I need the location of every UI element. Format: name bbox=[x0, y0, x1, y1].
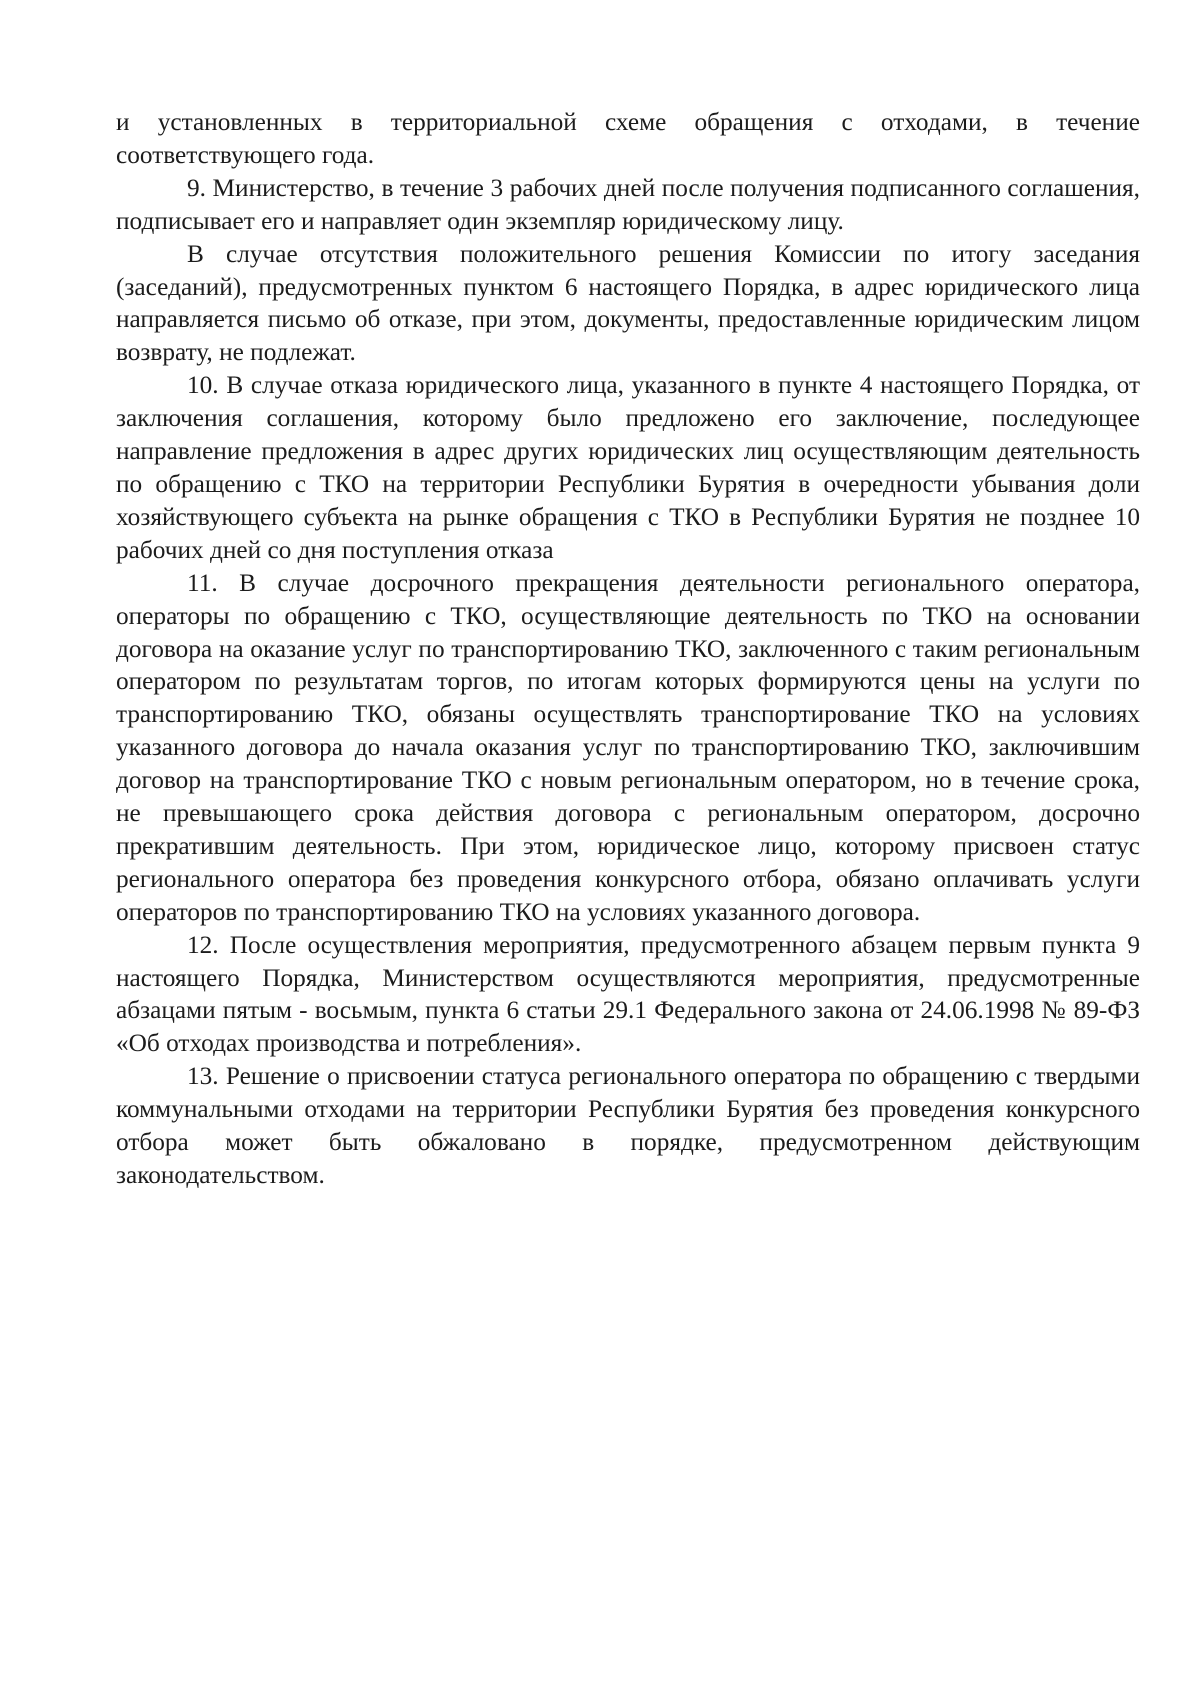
paragraph-item-13: 13. Решение о присвоении статуса регионального оператора по обращению с твердыми коммунальными отходами на территории Республики Бурятия без проведения конкурсного отбора может быть обжаловано в порядке, предусмотренном действующим законодательством. bbox=[116, 1062, 1140, 1189]
paragraph-item-10: 10. В случае отказа юридического лица, указанного в пункте 4 настоящего Порядка, от заключения соглашения, которому было предложено его заключение, последующее направление предложения в адрес других юридических лиц осуществляющим деятельность по обращению с ТКО на территории Республики Бурятия в очередности убывания доли хозяйствующего субъекта на рынке обращения с ТКО в Республики Бурятия не позднее 10 рабочих дней со дня поступления отказа bbox=[116, 371, 1140, 564]
paragraph-item-9-refusal: В случае отсутствия положительного решения Комиссии по итогу заседания (заседаний), предусмотренных пунктом 6 настоящего Порядка, в адрес юридического лица направляется письмо об отказе, при этом, документы, предоставленные юридическим лицом возврату, не подлежат. bbox=[116, 239, 1140, 367]
paragraph-item-12: 12. После осуществления мероприятия, предусмотренного абзацем первым пункта 9 настоящего Порядка, Министерством осуществляются мероприятия, предусмотренные абзацами пятым - восьмым, пункта 6 статьи 29.1 Федерального закона от 24.06.1998 № 89-ФЗ «Об отходах производства и потребления». bbox=[116, 930, 1140, 1058]
paragraph-item-9: 9. Министерство, в течение 3 рабочих дней после получения подписанного соглашения, подписывает его и направляет один экземпляр юридическому лицу. bbox=[116, 173, 1140, 235]
paragraph-continuation: и установленных в территориальной схеме обращения с отходами, в течение соответствующего года. bbox=[116, 108, 1140, 169]
document-body bbox=[116, 106, 1140, 1192]
paragraph-item-11: 11. В случае досрочного прекращения деятельности регионального оператора, операторы по обращению с ТКО, осуществляющие деятельность по ТКО на основании договора на оказание услуг по транспортированию ТКО, заключенного с таким региональным оператором по результатам торгов, по итогам которых формируются цены на услуги по транспортированию ТКО, обязаны осуществлять транспортирование ТКО на условиях указанного договора до начала оказания услуг по транспортированию ТКО, заключившим договор на транспортирование ТКО с новым региональным оператором, но в течение срока, не превышающего срока действия договора с региональным оператором, досрочно прекратившим деятельность. При этом, юридическое лицо, которому присвоен статус регионального оператора без проведения конкурсного отбора, обязано оплачивать услуги операторов по транспортированию ТКО на условиях указанного договора. bbox=[116, 568, 1140, 926]
